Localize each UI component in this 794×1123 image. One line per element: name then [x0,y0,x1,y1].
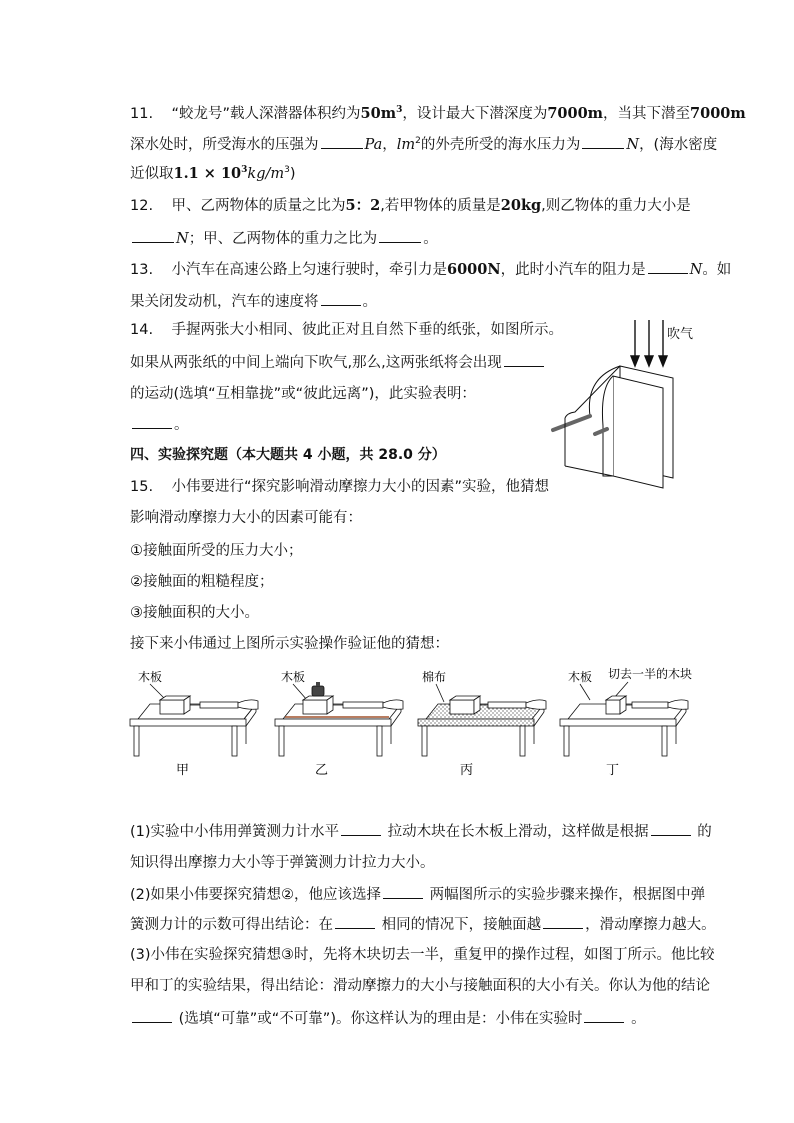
answer-blank[interactable] [379,228,421,243]
handle-back [553,416,590,430]
section-title: 四、实验探究题（本大题共 4 小题，共 28.0 分） [130,447,446,463]
answer-blank[interactable] [335,914,375,929]
answer-blank[interactable] [132,414,172,429]
blow-label: 吹气 [667,327,694,342]
svg-text:丁: 丁 [606,763,620,778]
weight [312,686,324,696]
q11-line2: 深水处时，所受海水的压强为 Pa，$lm^2$的外壳所受的海水压力为 N，(海水密度 [130,136,718,153]
paper-blow-figure [545,318,694,498]
q11-line3: 近似取$1.1 \times 10^3kg/m^3$) [130,165,296,182]
label-board: 木板 [138,670,163,684]
svg-text:木板: 木板 [281,670,306,684]
q12-line2: N；甲、乙两物体的重力之比为 。 [130,228,438,249]
guess-1: ①接触面所受的压力大小； [130,543,303,559]
svg-text:甲: 甲 [176,763,190,778]
q14-line4: 。 [130,414,189,435]
q15-line3: 接下来小伟通过上图所示实验操作验证他的猜想： [130,636,449,652]
svg-text:丙: 丙 [460,763,474,778]
q15-part1-line2: 知识得出摩擦力大小等于弹簧测力计拉力大小。 [130,855,435,871]
figure-bing [418,669,546,778]
guess-2: ②接触面的粗糙程度； [130,574,274,590]
q11-line1: 11. “蛟龙号”载人深潜器体积约为$50m^3$，设计最大下潜深度为7000m，当其下潜至7000m [130,105,746,122]
answer-blank[interactable] [504,352,544,367]
answer-blank[interactable] [341,821,381,836]
answer-blank[interactable] [582,134,624,149]
svg-text:木板: 木板 [568,670,593,684]
answer-blank[interactable] [651,821,691,836]
q15-part3-line1: (3)小伟在实验探究猜想③时，先将木块切去一半，重复甲的操作过程，如图丁所示。他比较 [130,947,715,963]
q13-line2: 果关闭发动机，汽车的速度将 。 [130,291,377,312]
answer-blank[interactable] [132,228,174,243]
q15-part3-line2: 甲和丁的实验结果，得出结论：滑动摩擦力的大小与接触面积的大小有关。你认为他的结论 [130,978,710,994]
q15-part2-line1: (2)如果小伟要探究猜想②，他应该选择 两幅图所示的实验步骤来操作，根据图中弹 [130,884,705,905]
figure-yi [275,669,403,778]
svg-text:切去一半的木块: 切去一半的木块 [608,667,693,681]
svg-text:棉布: 棉布 [422,670,447,684]
q12-line1: 12. 甲、乙两物体的质量之比为5：2,若甲物体的质量是20kg,则乙物体的重力大小是 [130,197,691,214]
figure-jia [130,669,258,778]
q14-line3: 的运动(选填“互相靠拢”或“彼此远离”)，此实验表明： [130,386,476,402]
svg-text:乙: 乙 [315,763,329,778]
q15-line1: 15. 小伟要进行“探究影响滑动摩擦力大小的因素”实验，他猜想 [130,479,550,495]
answer-blank[interactable] [648,259,688,274]
q15-part3-line3: (选填“可靠”或“不可靠”)。你这样认为的理由是：小伟在实验时 。 [130,1008,646,1029]
q14-line1: 14. 手握两张大小相同、彼此正对且自然下垂的纸张，如图所示。 [130,322,563,338]
q13-line1: 13. 小汽车在高速公路上匀速行驶时，牵引力是6000N，此时小汽车的阻力是 N。如 [130,261,732,278]
hand [238,700,258,709]
answer-blank[interactable] [321,134,363,149]
friction-figures [128,664,698,779]
paper-front [613,376,663,488]
q14-line2: 如果从两张纸的中间上端向下吹气,那么,这两张纸将会出现 [130,352,546,373]
spring-scale [200,702,238,708]
answer-blank[interactable] [383,884,423,899]
answer-blank[interactable] [321,291,361,306]
answer-blank[interactable] [543,914,583,929]
arrows-down [631,320,667,366]
guess-3: ③接触面积的大小。 [130,605,259,621]
q15-line2: 影响滑动摩擦力大小的因素可能有： [130,510,362,526]
figure-ding [560,666,692,778]
q15-part2-line2: 簧测力计的示数可得出结论：在 相同的情况下，接触面越 ，滑动摩擦力越大。 [130,914,716,935]
answer-blank[interactable] [132,1008,172,1023]
answer-blank[interactable] [584,1008,624,1023]
wood-block [160,700,184,714]
q15-part1-line1: (1)实验中小伟用弹簧测力计水平 拉动木块在长木板上滑动，这样做是根据 的 [130,821,712,842]
